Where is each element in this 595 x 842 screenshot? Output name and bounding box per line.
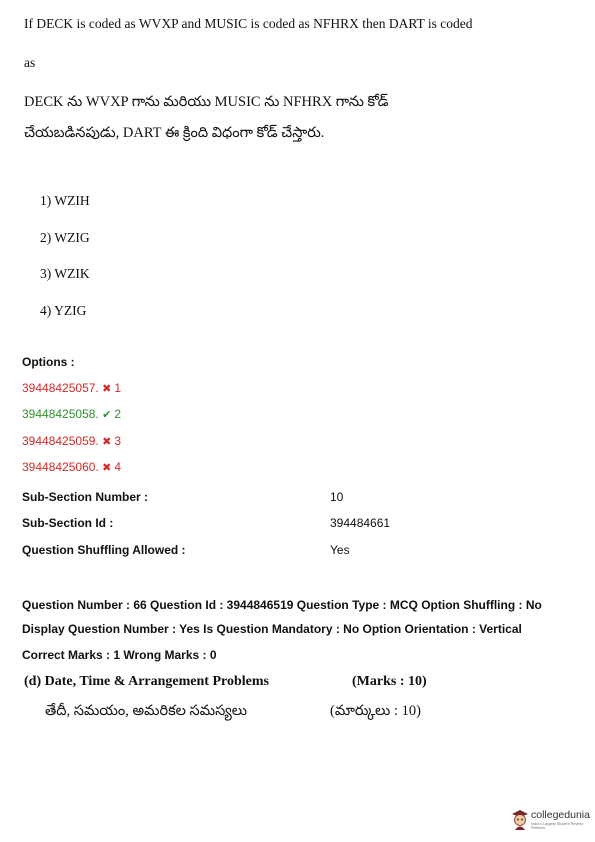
question-text-en-line1: If DECK is coded as WVXP and MUSIC is coded as NFHRX then DART is coded [24,16,473,31]
question-meta-line2: Display Question Number : Yes Is Question Mandatory : No Option Orientation : Vertical [22,622,522,636]
section-marks-en: (Marks : 10) [352,674,427,689]
option-number: 4 [114,460,121,474]
choice-3: 3) WZIK [40,266,90,281]
question-text-te-line1: DECK ను WVXP గాను మరియు MUSIC ను NFHRX గాను కోడ్ [24,94,389,110]
choice-1: 1) WZIH [40,193,90,208]
option-id: 39448425060. [22,460,99,474]
detail-value-subsection-number: 10 [330,490,344,504]
logo-wordmark: collegedunia [531,809,590,821]
mascot-icon [511,808,529,830]
detail-label-shuffling: Question Shuffling Allowed : [22,543,186,557]
collegedunia-logo [511,806,589,834]
cross-icon: ✖ [102,462,112,474]
section-title-en: (d) Date, Time & Arrangement Problems [24,674,269,689]
detail-value-shuffling: Yes [330,543,350,557]
option-row-3 [22,434,121,448]
detail-label-subsection-id: Sub-Section Id : [22,516,114,530]
section-title-te: తేదీ, సమయం, అమరికల సమస్యలు [45,703,248,719]
option-number: 1 [114,381,121,395]
choice-4: 4) YZIG [40,303,87,318]
question-meta-line1: Question Number : 66 Question Id : 3944846519 Question Type : MCQ Option Shuffling : No [22,598,542,612]
question-meta-line3: Correct Marks : 1 Wrong Marks : 0 [22,648,217,662]
detail-value-subsection-id: 394484661 [330,516,391,530]
question-text-en-line2: as [24,55,36,70]
option-row-2 [22,407,121,421]
detail-label-subsection-number: Sub-Section Number : [22,490,149,504]
section-marks-te: (మార్కులు : 10) [330,703,421,719]
check-icon: ✔ [102,409,112,421]
choice-2: 2) WZIG [40,230,90,245]
option-id: 39448425057. [22,381,99,395]
options-heading: Options : [22,355,75,369]
option-id: 39448425059. [22,434,99,448]
question-text-te-line2: చేయబడినపుడు, DART ఈ క్రింది విధంగా కోడ్ చేస్తారు. [24,125,325,141]
logo-tagline: India's Largest Student Review Platform [531,822,584,830]
cross-icon: ✖ [102,383,112,395]
option-number: 3 [114,434,121,448]
option-row-1 [22,381,121,395]
cross-icon: ✖ [102,436,112,448]
option-row-4 [22,460,121,474]
option-id: 39448425058. [22,407,99,421]
option-number: 2 [114,407,121,421]
